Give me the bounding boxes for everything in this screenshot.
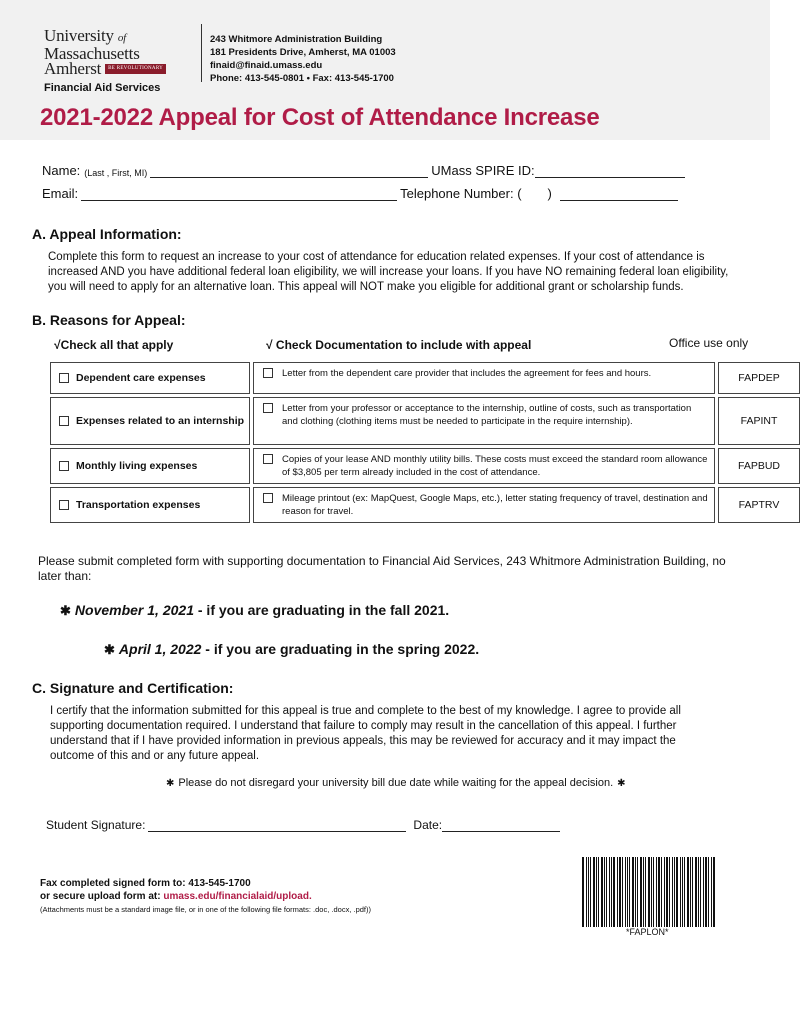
barcode-bar (674, 857, 675, 927)
barcode-bar (653, 857, 654, 927)
barcode-bar (684, 857, 685, 927)
reason-checkbox[interactable] (59, 373, 69, 383)
barcode-bar (690, 857, 691, 927)
barcode-bar (676, 857, 678, 927)
barcode-bar (590, 857, 591, 927)
reason-cell[interactable]: Expenses related to an internship (50, 397, 250, 445)
certification-text: I certify that the information submitted for this appeal is true and complete to the best of my knowledge. I agree to provide all supporting documentation required. I understand that failure to comply may result in the cancellation of this appeal. I further understand that if I have provided information in previous appeals, this may be reviewed for accuracy and it may impact the outcome of this and or any future appeal. (50, 705, 681, 762)
date-field[interactable] (442, 820, 560, 832)
barcode-bar (695, 857, 697, 927)
header-divider (201, 24, 202, 82)
col-documentation: √ Check Documentation to include with appeal (266, 338, 532, 352)
section-b-heading: B. Reasons for Appeal: (32, 312, 186, 328)
name-field[interactable] (150, 166, 428, 178)
barcode-bar (588, 857, 589, 927)
barcode-bar (711, 857, 712, 927)
barcode-bar (700, 857, 701, 927)
fax-instructions: Fax completed signed form to: 413-545-1700 or secure upload form at: umass.edu/financialaid/upload. (Attachments must be a standard image file, or in one of the following file formats: .doc, .docx, .pdf)) (40, 878, 371, 914)
asterisk-icon: ✱ (166, 778, 175, 789)
section-c-heading: C. Signature and Certification: (32, 680, 234, 696)
doc-checkbox[interactable] (263, 454, 273, 464)
barcode-bar (619, 857, 621, 927)
signature-field[interactable] (148, 820, 406, 832)
asterisk-icon: ✱ (60, 603, 71, 618)
barcode-bar (604, 857, 605, 927)
barcode-bar (687, 857, 689, 927)
submit-instructions: Please submit completed form with supporting documentation to Financial Aid Services, 243 Whitmore Administration Building, no later than: (38, 554, 726, 583)
barcode-bar (651, 857, 652, 927)
barcode-bar (582, 857, 584, 927)
office-code: FAPINT (718, 397, 800, 445)
barcode-bar (643, 857, 644, 927)
asterisk-icon: ✱ (104, 642, 115, 657)
barcode-bar (658, 857, 660, 927)
office-code: FAPTRV (718, 487, 800, 523)
barcode-bar (692, 857, 693, 927)
asterisk-icon: ✱ (617, 778, 626, 789)
reason-cell[interactable]: Transportation expenses (50, 487, 250, 523)
doc-cell[interactable]: Letter from the dependent care provider that includes the agreement for fees and hours. (253, 362, 715, 394)
deadline-fall: ✱ November 1, 2021 - if you are graduating in the fall 2021. (60, 602, 450, 618)
barcode-bar (617, 857, 618, 927)
table-row (50, 487, 780, 523)
barcode-bar (682, 857, 683, 927)
barcode-bar (613, 857, 615, 927)
reason-checkbox[interactable] (59, 461, 69, 471)
barcode-bar (601, 857, 603, 927)
barcode-bar (656, 857, 657, 927)
barcode-bar (586, 857, 587, 927)
barcode-bar (669, 857, 670, 927)
phone-field[interactable] (560, 189, 678, 201)
umass-logo: University of Massachusetts Amherst BE REVOLUTIONARY Financial Aid Services (44, 28, 194, 94)
contact-info: 243 Whitmore Administration Building 181 Presidents Drive, Amherst, MA 01003 finaid@finaid.umass.edu Phone: 413-545-0801 • Fax: 413-545-1700 (210, 34, 396, 84)
barcode-bar (666, 857, 668, 927)
barcode (582, 857, 716, 927)
barcode-bar (705, 857, 707, 927)
doc-checkbox[interactable] (263, 368, 273, 378)
barcode-label: *FAPLON* (626, 927, 669, 937)
upload-link[interactable]: umass.edu/financialaid/upload. (163, 891, 312, 902)
barcode-bar (632, 857, 634, 927)
barcode-bar (625, 857, 626, 927)
spire-id-field[interactable] (535, 166, 685, 178)
barcode-bar (648, 857, 650, 927)
barcode-bar (672, 857, 673, 927)
table-row (50, 448, 780, 484)
barcode-bar (635, 857, 636, 927)
section-a-text: Complete this form to request an increase to your cost of attendance for education related expenses. If your cost of attendance is increased AND you have additional federal loan eligibility, we will increase your loans. If you have NO remaining federal loan eligibility, you will need to apply for an alternative loan. This appeal will NOT make you eligible for additional grant or scholarship funds. (48, 251, 729, 293)
barcode-bar (637, 857, 638, 927)
barcode-bar (627, 857, 628, 927)
reason-cell[interactable]: Monthly living expenses (50, 448, 250, 484)
barcode-bar (606, 857, 607, 927)
department-name: Financial Aid Services (44, 82, 161, 94)
barcode-bar (596, 857, 597, 927)
barcode-bar (622, 857, 623, 927)
barcode-bar (609, 857, 610, 927)
reason-checkbox[interactable] (59, 416, 69, 426)
barcode-bar (680, 857, 681, 927)
barcode-bar (598, 857, 599, 927)
reason-cell[interactable]: Dependent care expenses (50, 362, 250, 394)
barcode-bar (593, 857, 595, 927)
barcode-bar (708, 857, 709, 927)
office-code: FAPBUD (718, 448, 800, 484)
email-field[interactable] (81, 189, 397, 201)
table-row (50, 362, 780, 394)
doc-checkbox[interactable] (263, 403, 273, 413)
table-row (50, 397, 778, 445)
doc-cell[interactable]: Letter from your professor or acceptance to the internship, outline of costs, such as transportation and clothing (clothing items must be needed to participate in the require internship). (253, 397, 715, 445)
barcode-bar (611, 857, 612, 927)
barcode-bar (664, 857, 665, 927)
reason-checkbox[interactable] (59, 500, 69, 510)
barcode-bar (629, 857, 630, 927)
col-office-use: Office use only (669, 336, 749, 350)
col-check-all: √Check all that apply (54, 338, 174, 352)
bill-notice: ✱ Please do not disregard your university bill due date while waiting for the appeal decision. ✱ (166, 777, 626, 789)
barcode-bar (703, 857, 704, 927)
office-code: FAPDEP (718, 362, 800, 394)
deadline-spring: ✱ April 1, 2022 - if you are graduating in the spring 2022. (104, 641, 480, 657)
page-title: 2021-2022 Appeal for Cost of Attendance Increase (40, 104, 600, 131)
barcode-bar (661, 857, 662, 927)
barcode-bar (698, 857, 699, 927)
signature-row: Student Signature: Date: (46, 818, 563, 832)
section-a-heading: A. Appeal Information: (32, 226, 182, 242)
doc-cell[interactable]: Mileage printout (ex: MapQuest, Google Maps, etc.), letter stating frequency of travel, destination and reason for travel. (253, 487, 715, 523)
email-row: Email: Telephone Number: ( ) (42, 186, 681, 201)
barcode-bar (713, 857, 715, 927)
barcode-bar (645, 857, 646, 927)
doc-checkbox[interactable] (263, 493, 273, 503)
doc-cell[interactable]: Copies of your lease AND monthly utility bills. These costs must exceed the standard room allowance of $3,805 per term already included in the cost of attendance. (253, 448, 715, 484)
name-row: Name: (Last , First, MI) UMass SPIRE ID: (42, 163, 688, 178)
barcode-bar (640, 857, 642, 927)
